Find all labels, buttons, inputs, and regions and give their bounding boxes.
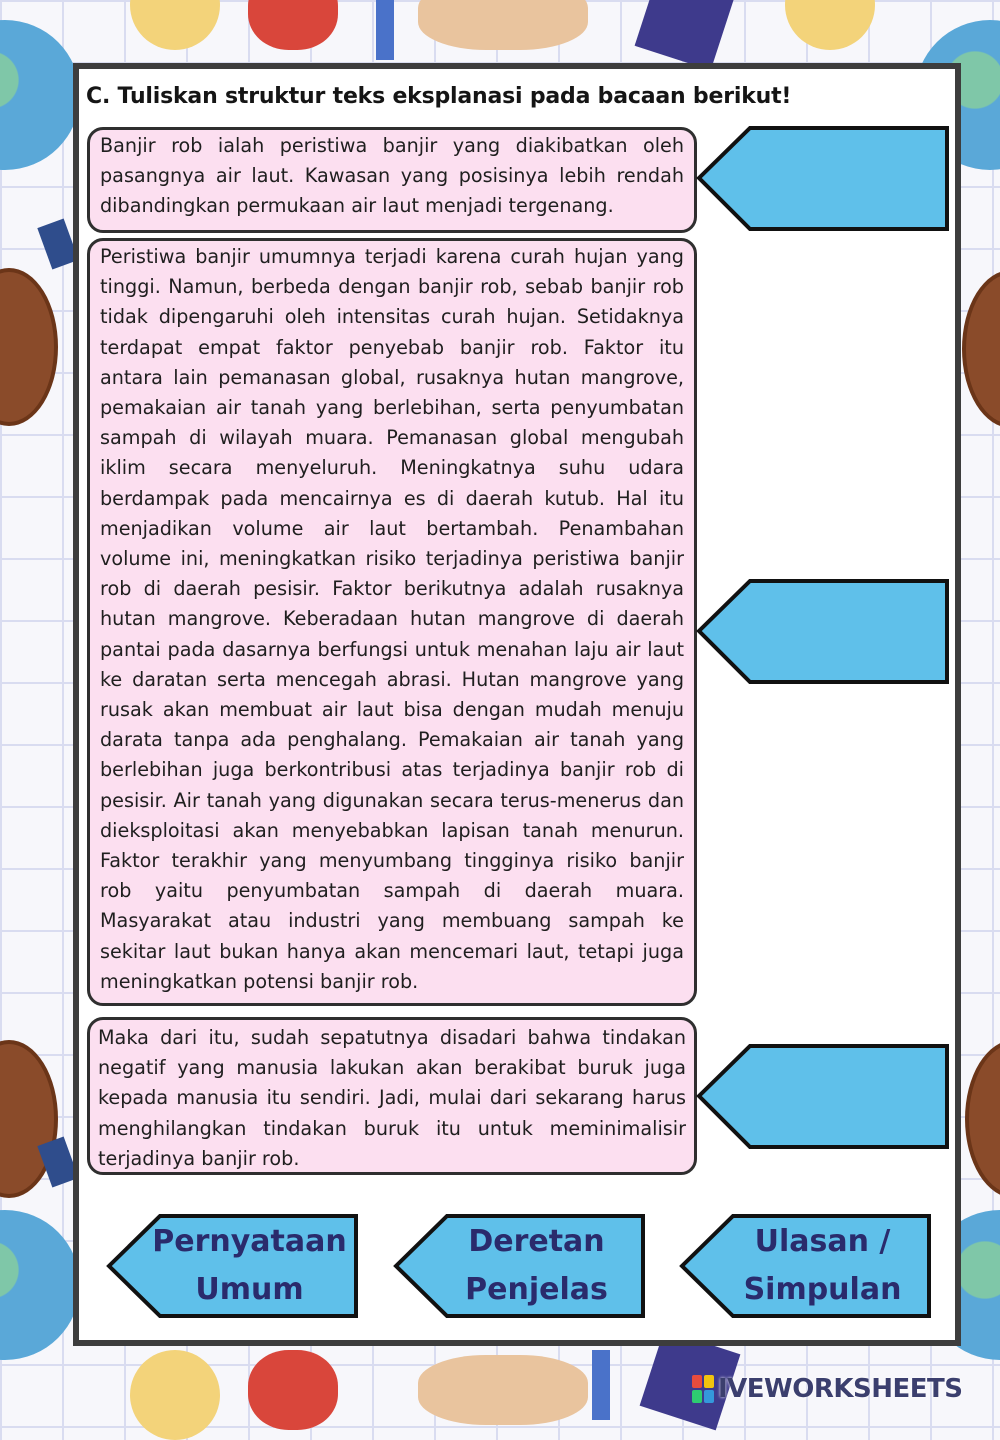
paragraph-2: Peristiwa banjir umumnya terjadi karena curah hujan yang tinggi. Namun, berbeda dengan banjir rob, sebab banjir rob tidak dipengaruhi oleh intensitas curah hujan. Setidaknya terdapat empat faktor penyebab banjir rob. Faktor itu antara lain pemanasan global, rusaknya hutan mangrove, pemakaian air tanah yang berlebihan, serta penyumbatan sampah di wilayah muara. Pemanasan global mengubah iklim secara menyeluruh. Meningkatnya suhu udara berdampak pada mencairnya es di daerah kutub. Hal itu menjadikan volume air laut bertambah. Penambahan volume ini, meningkatkan risiko terjadinya peristiwa banjir rob di daerah pesisir. Faktor berikutnya adalah rusaknya hutan mangrove. Keberadaan hutan mangrove di daerah pantai pada dasarnya berfungsi untuk menahan laju air laut ke daratan serta mencegah abrasi. Hutan mangrove yang rusak akan membuat air laut bisa dengan mudah menuju darata tanpa ada penghalang. Pemakaian air tanah yang berlebihan juga berkontribusi atas terjadinya banjir rob di pesisir. Air tanah yang digunakan secara terus-menerus dan dieksploitasi akan menyebabkan lapisan tanah menurun. Faktor terakhir yang menyumbang tingginya risiko banjir rob yaitu penyumbatan sampah di daerah muara. Masyarakat atau industri yang membuang sampah ke sekitar laut bukan hanya akan mencemari laut, tetapi juga meningkatkan potensi banjir rob.	[87, 238, 697, 1006]
option-label-line1: Deretan	[468, 1224, 605, 1259]
option-label-line1: Ulasan /	[754, 1224, 891, 1259]
option-label-line2: Umum	[195, 1272, 304, 1307]
answer-slot-1[interactable]	[695, 125, 953, 235]
pencil-illustration	[592, 1350, 610, 1420]
option-deretan-penjelas[interactable]	[392, 1213, 647, 1319]
option-pernyataan-umum[interactable]	[105, 1213, 360, 1319]
option-label	[147, 1213, 352, 1319]
instruction-heading: C. Tuliskan struktur teks eksplanasi pada bacaan berikut!	[86, 84, 792, 109]
option-label-line2: Penjelas	[465, 1272, 608, 1307]
option-label	[434, 1213, 639, 1319]
calculator-illustration	[635, 0, 736, 70]
answer-slot-3[interactable]	[695, 1043, 953, 1153]
brand-name: IVEWORKSHEETS	[718, 1374, 963, 1404]
football-illustration	[962, 270, 1000, 428]
football-illustration	[965, 1040, 1000, 1198]
answer-slot-2[interactable]	[695, 578, 953, 688]
liveworksheets-logo-icon	[692, 1375, 714, 1403]
option-label-line1: Pernyataan	[152, 1224, 347, 1259]
paragraph-3: Maka dari itu, sudah sepatutnya disadari bahwa tindakan negatif yang manusia lakukan akan berakibat buruk juga kepada manusia itu sendiri. Jadi, mulai dari sekarang harus menghilangkan tindakan buruk itu untuk meminimalisir terjadinya banjir rob.	[87, 1017, 697, 1175]
option-label	[720, 1213, 925, 1319]
lightbulb-illustration	[130, 0, 220, 50]
left-arrow-icon	[695, 125, 953, 235]
palette-illustration	[418, 0, 588, 50]
football-illustration	[0, 268, 58, 426]
lightbulb-illustration	[130, 1350, 220, 1440]
paragraph-1: Banjir rob ialah peristiwa banjir yang diakibatkan oleh pasangnya air laut. Kawasan yang posisinya lebih rendah dibandingkan permukaan air laut menjadi tergenang.	[87, 127, 697, 233]
globe-illustration	[0, 20, 80, 170]
left-arrow-icon	[695, 578, 953, 688]
globe-illustration	[0, 1210, 80, 1360]
option-ulasan-simpulan[interactable]	[678, 1213, 933, 1319]
lightbulb-illustration	[785, 0, 875, 50]
palette-illustration	[418, 1355, 588, 1425]
pencil-illustration	[376, 0, 394, 60]
apple-illustration	[248, 0, 338, 50]
option-label-line2: Simpulan	[743, 1272, 902, 1307]
apple-illustration	[248, 1350, 338, 1430]
liveworksheets-watermark	[692, 1372, 962, 1406]
left-arrow-icon	[695, 1043, 953, 1153]
